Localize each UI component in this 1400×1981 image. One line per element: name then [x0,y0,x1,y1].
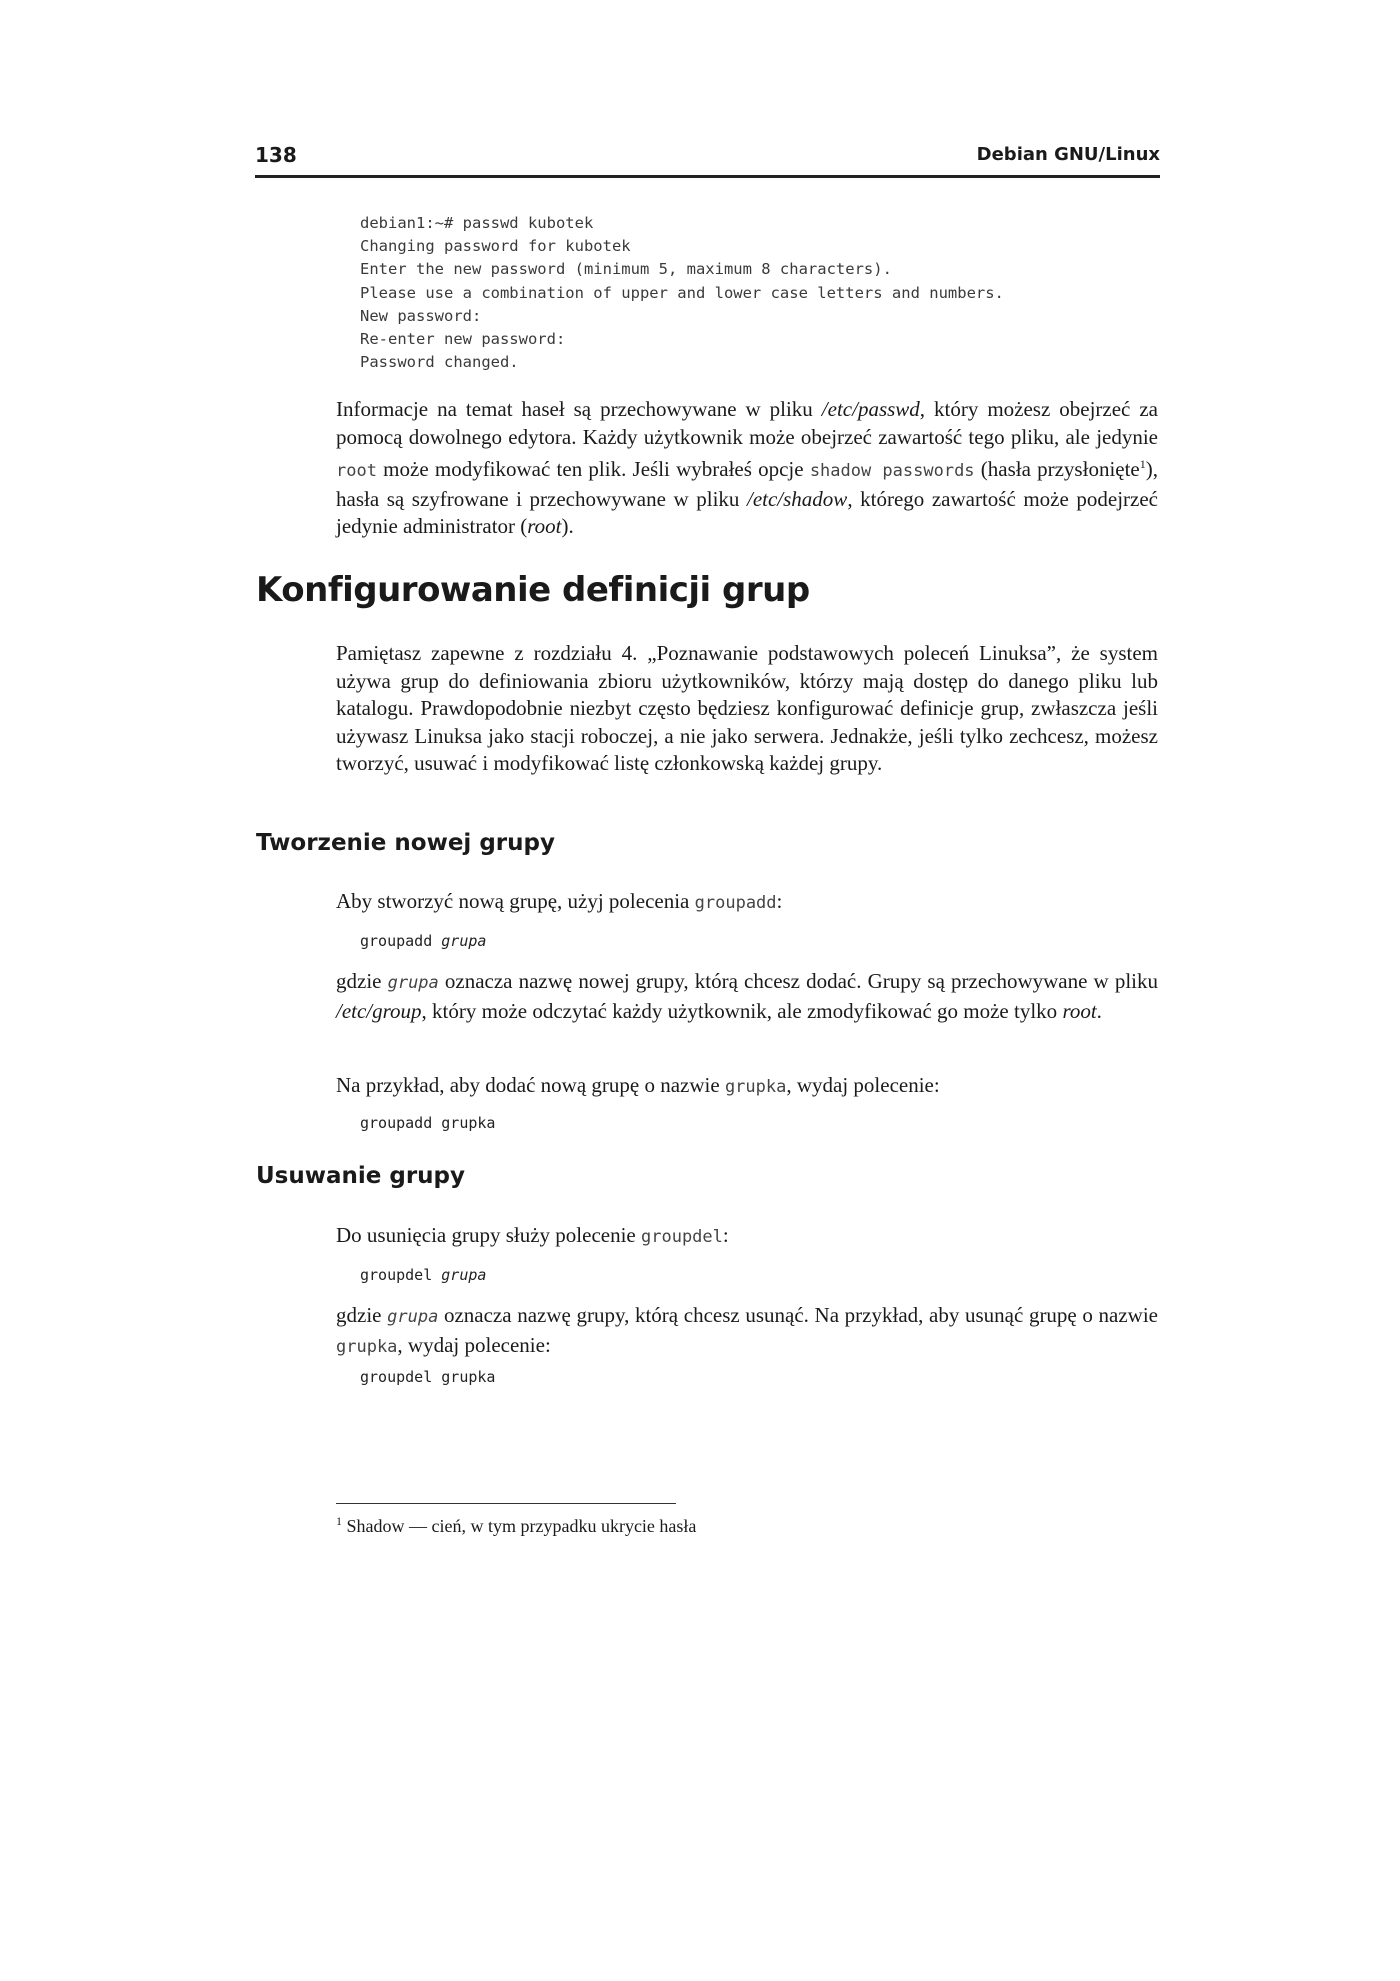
path-shadow: /etc/shadow [746,486,848,511]
terminal-line: Changing password for kubotek [360,237,631,256]
paragraph-groupadd: Aby stworzyć nową grupę, użyj polecenia groupadd: [336,889,783,913]
code-shadow-passwords: shadow passwords [809,461,975,481]
footnote-divider [336,1503,676,1504]
terminal-line: New password: [360,306,482,325]
terminal-line: Enter the new password (minimum 5, maximum 8 characters). [360,260,892,279]
paragraph-groupadd-desc: gdzie grupa oznacza nazwę nowej grupy, którą chcesz dodać. Grupy są przechowywane w pliku /etc/group, który może odczytać każdy użytkownik, ale zmodyfikować go może tylko root. [336,969,1158,1023]
terminal-line: Please use a combination of upper and lower case letters and numbers. [360,283,1004,302]
paragraph-groupadd-example: Na przykład, aby dodać nową grupę o nazwie grupka, wydaj polecenie: [336,1073,940,1097]
paragraph-groupdel-desc: gdzie grupa oznacza nazwę grupy, którą chcesz usunąć. Na przykład, aby usunąć grupę o nazwie grupka, wydaj polecenie: [336,1303,1158,1357]
code-groupdel-syntax: groupdel grupa [360,1266,487,1284]
terminal-listing [360,212,1004,374]
paragraph-groupdel: Do usunięcia grupy służy polecenie groupdel: [336,1223,729,1247]
page-number: 138 [255,143,297,167]
running-title: Debian GNU/Linux [976,144,1160,165]
code-root: root [336,461,377,481]
code-groupdel-example: groupdel grupka [360,1368,496,1386]
code-groupadd-example: groupadd grupka [360,1114,496,1132]
section-heading: Konfigurowanie definicji grup [256,570,810,610]
paragraph-passwords: Informacje na temat haseł są przechowywane w pliku /etc/passwd, który możesz obejrzeć za pomocą dowolnego edytora. Każdy użytkownik może obejrzeć zawartość tego pliku, ale jedynie root może modyfikować ten plik. Jeśli wybrałeś opcje shadow passwords (hasła przysłonięte$^1$), hasła są szyfrowane i przechowywane w pliku /etc/shadow, którego zawartość może podejrzeć jedynie administrator (root). [336,397,1159,538]
footnote-marker: 1 [1139,457,1146,471]
paragraph-groups-intro: Pamiętasz zapewne z rozdziału 4. „Poznawanie podstawowych poleceń Linuksa”, że system używa grup do definiowania zbioru użytkowników, którzy mają dostęp do danego pliku lub katalogu. Prawdopodobnie niezbyt często będziesz konfigurować definicje grup, zwłaszcza jeśli używasz Linuksa jako stacji roboczej, a nie jako serwera. Jednakże, jeśli tylko zechcesz, możesz tworzyć, usuwać i modyfikować listę członkowską każdej grupy. [336,641,1158,775]
terminal-line: Password changed. [360,353,519,372]
footnote: $^1$ Shadow — cień, w tym przypadku ukrycie hasła [336,1514,697,1536]
path-passwd: /etc/passwd [821,397,920,421]
subsection-heading-delete: Usuwanie grupy [256,1163,466,1189]
terminal-line: Re-enter new password: [360,330,566,349]
code-groupadd-syntax: groupadd grupa [360,932,487,950]
subsection-heading-create: Tworzenie nowej grupy [256,830,555,856]
terminal-line: debian1:~# passwd kubotek [360,214,594,232]
page-header [255,143,1160,178]
